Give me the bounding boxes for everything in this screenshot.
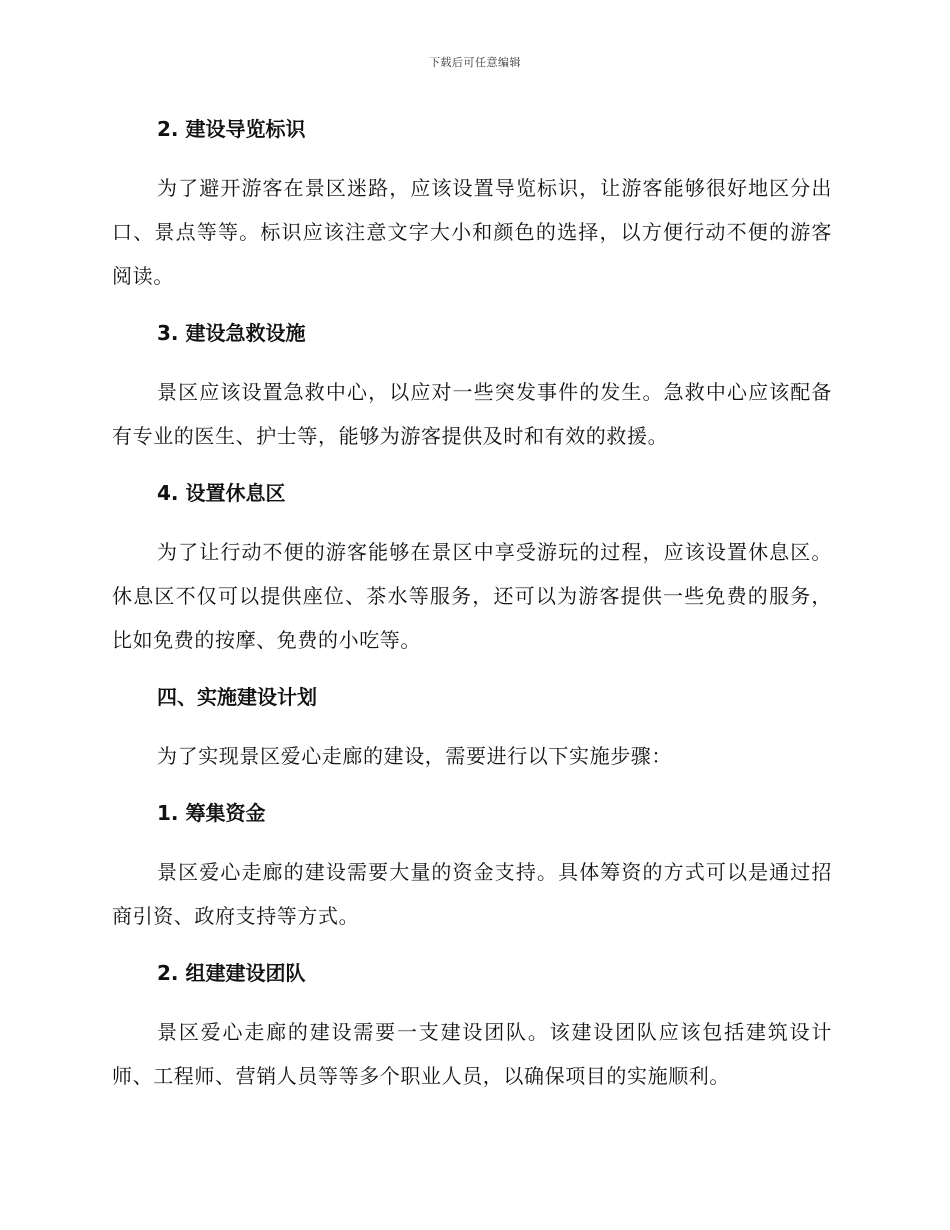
section-heading: 3. 建设急救设施 bbox=[157, 321, 306, 345]
chapter-heading: 四、实施建设计划 bbox=[157, 685, 317, 709]
document-body bbox=[112, 108, 832, 1098]
header-note: 下载后可任意编辑 bbox=[429, 56, 521, 69]
section-paragraph: 景区爱心走廊的建设需要一支建设团队。该建设团队应该包括建筑设计师、工程师、营销人员等等多个职业人员，以确保项目的实施顺利。 bbox=[112, 1020, 832, 1088]
section-heading: 1. 筹集资金 bbox=[157, 801, 266, 825]
section-heading: 2. 建设导览标识 bbox=[157, 117, 306, 141]
section-paragraph: 景区应该设置急救中心，以应对一些突发事件的发生。急救中心应该配备有专业的医生、护士等，能够为游客提供及时和有效的救援。 bbox=[112, 380, 832, 448]
section-paragraph: 为了避开游客在景区迷路，应该设置导览标识，让游客能够很好地区分出口、景点等等。标识应该注意文字大小和颜色的选择，以方便行动不便的游客阅读。 bbox=[112, 176, 832, 288]
section-paragraph: 为了实现景区爱心走廊的建设，需要进行以下实施步骤： bbox=[157, 744, 672, 768]
section-paragraph: 为了让行动不便的游客能够在景区中享受游玩的过程，应该设置休息区。休息区不仅可以提供座位、茶水等服务，还可以为游客提供一些免费的服务，比如免费的按摩、免费的小吃等。 bbox=[112, 540, 832, 652]
section-heading: 2. 组建建设团队 bbox=[157, 961, 306, 985]
section-heading: 4. 设置休息区 bbox=[157, 481, 286, 505]
section-paragraph: 景区爱心走廊的建设需要大量的资金支持。具体筹资的方式可以是通过招商引资、政府支持等方式。 bbox=[112, 860, 832, 928]
